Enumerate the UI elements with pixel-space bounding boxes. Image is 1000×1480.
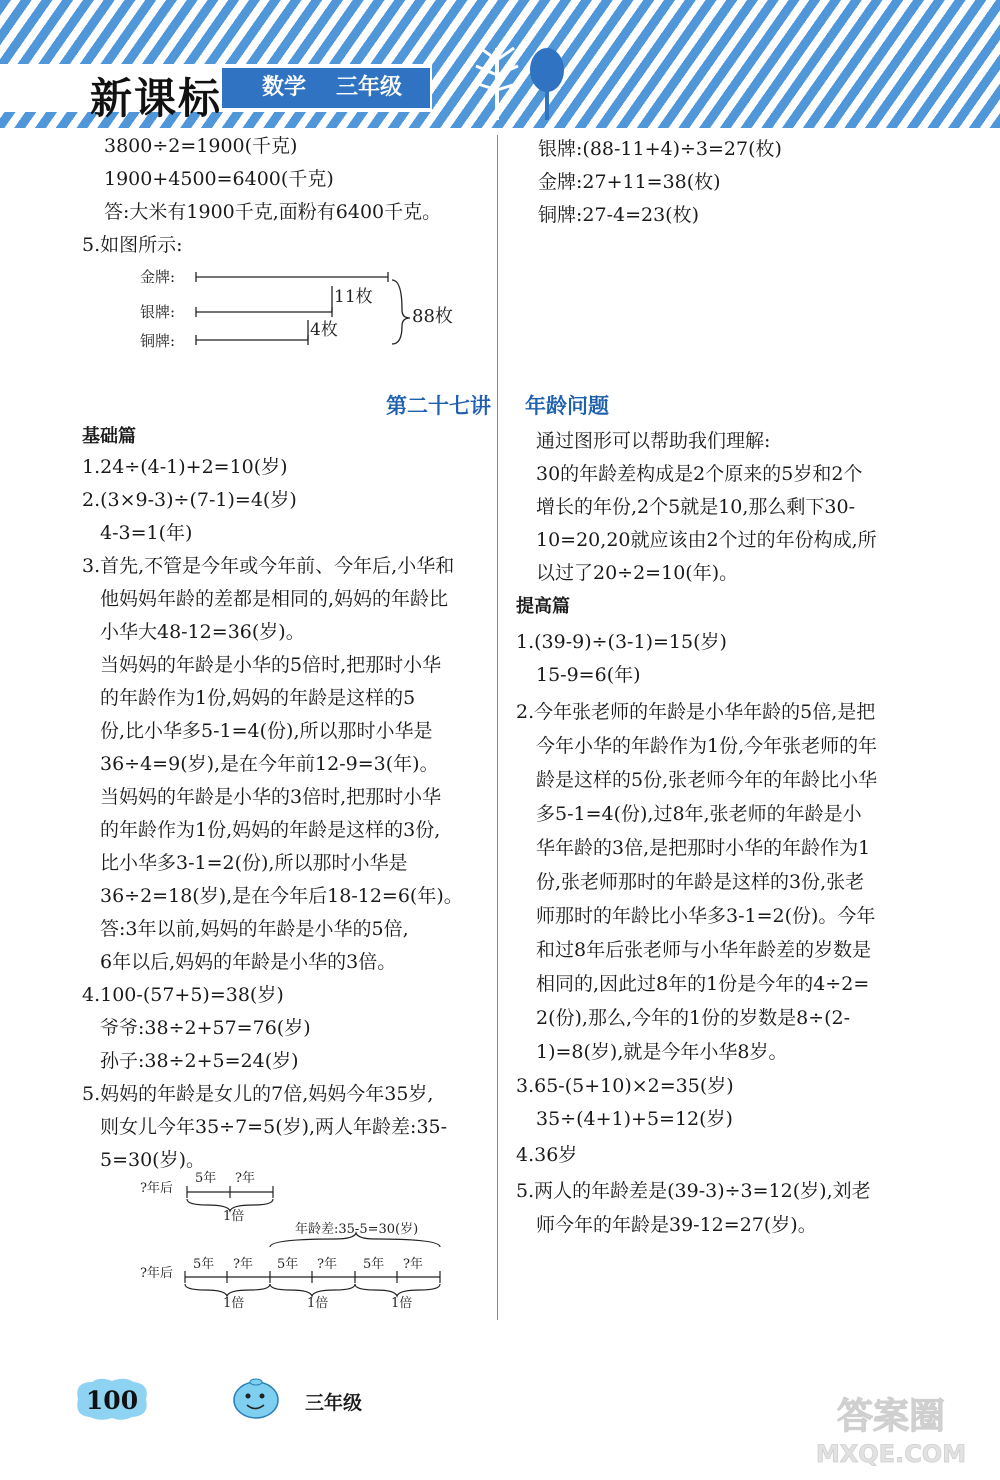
lecture-number: 第二十七讲 xyxy=(386,394,491,418)
text-line: 1900+4500=6400(千克) xyxy=(104,168,334,190)
text-line: 份,张老师那时的年龄是这样的3份,张老 xyxy=(536,871,865,893)
text-line: 15-9=6(年) xyxy=(536,664,641,686)
row-label-top: ?年后 xyxy=(140,1181,173,1196)
gold-label: 金牌: xyxy=(140,268,176,286)
text-line: 1.(39-9)÷(3-1)=15(岁) xyxy=(516,631,727,653)
text-line: 银牌:(88-11+4)÷3=27(枚) xyxy=(538,138,782,160)
text-line: 和过8年后张老师与小华年龄差的岁数是 xyxy=(536,939,872,961)
text-line: 以过了20÷2=10(年)。 xyxy=(536,562,739,584)
text-line: 小华大48-12=36(岁)。 xyxy=(100,621,305,643)
text-line: 10=20,20就应该由2个过的年份构成,所 xyxy=(536,529,877,551)
text-line: 3.首先,不管是今年或今年前、今年后,小华和 xyxy=(82,555,455,577)
section-heading-advanced: 提高篇 xyxy=(516,596,570,617)
text-line: 师那时的年龄比小华多3-1=2(份)。今年 xyxy=(536,905,876,927)
page-number: 100 xyxy=(85,1386,139,1415)
seg-unknown-label: ?年 xyxy=(317,1257,337,1272)
footer-grade: 三年级 xyxy=(305,1392,363,1414)
text-line: 4.100-(57+5)=38(岁) xyxy=(82,984,284,1006)
text-line: 答:3年以前,妈妈的年龄是小华的5倍, xyxy=(100,918,409,940)
text-line: 当妈妈的年龄是小华的5倍时,把那时小华 xyxy=(100,654,442,676)
total-label: 88枚 xyxy=(412,306,453,327)
text-line: 答:大米有1900千克,面粉有6400千克。 xyxy=(104,201,442,223)
text-line: 5.两人的年龄差是(39-3)÷3=12(岁),刘老 xyxy=(516,1180,871,1202)
text-line: 6年以后,妈妈的年龄是小华的3倍。 xyxy=(100,951,397,973)
bronze-label: 铜牌: xyxy=(140,332,176,350)
text-line: 5.如图所示: xyxy=(82,234,183,256)
seg-five-label: 5年 xyxy=(363,1257,385,1272)
watermark-logo xyxy=(796,1388,986,1468)
column-divider xyxy=(497,135,498,1320)
text-line: 36÷2=18(岁),是在今年后18-12=6(年)。 xyxy=(100,885,463,907)
text-line: 则女儿今年35÷7=5(岁),两人年龄差:35- xyxy=(100,1116,448,1138)
seg-five-label: 5年 xyxy=(193,1257,215,1272)
seg-unknown-label: ?年 xyxy=(403,1257,423,1272)
age-diagram xyxy=(135,1165,465,1315)
text-line: 30的年龄差构成是2个原来的5岁和2个 xyxy=(536,463,863,485)
times-label: 1倍 xyxy=(223,1209,245,1224)
medal-diagram xyxy=(140,262,480,357)
text-line: 1.24÷(4-1)+2=10(岁) xyxy=(82,456,288,478)
diff-eleven-label: 11枚 xyxy=(334,287,373,307)
text-line: 2.(3×9-3)÷(7-1)=4(岁) xyxy=(82,489,297,511)
text-line: 2.今年张老师的年龄是小华年龄的5倍,是把 xyxy=(516,701,876,723)
times-label: 1倍 xyxy=(391,1296,413,1311)
text-line: 2(份),那么,今年的1份的岁数是8÷(2- xyxy=(536,1007,851,1029)
text-line: 华年龄的3倍,是把那时小华的年龄作为1 xyxy=(536,837,871,859)
text-line: 今年小华的年龄作为1份,今年张老师的年 xyxy=(536,735,878,757)
grade-label: 三年级 xyxy=(336,75,403,100)
text-line: 4-3=1(年) xyxy=(100,522,193,544)
text-line: 3800÷2=1900(千克) xyxy=(104,135,298,157)
text-line: 份,比小华多5-1=4(份),所以那时小华是 xyxy=(100,720,433,742)
silver-label: 银牌: xyxy=(140,303,176,321)
times-label: 1倍 xyxy=(223,1296,245,1311)
text-line: 36÷4=9(岁),是在今年前12-9=3(年)。 xyxy=(100,753,439,775)
text-line: 1)=8(岁),就是今年小华8岁。 xyxy=(536,1041,788,1063)
section-heading-basic: 基础篇 xyxy=(82,426,136,447)
row-label-bottom: ?年后 xyxy=(140,1266,173,1281)
text-line: 通过图形可以帮助我们理解: xyxy=(536,430,771,452)
subject-label: 数学 xyxy=(262,75,307,100)
watermark-text: 答案圈 xyxy=(836,1396,946,1437)
text-line: 4.36岁 xyxy=(516,1144,578,1166)
text-line: 的年龄作为1份,妈妈的年龄是这样的5 xyxy=(100,687,416,709)
text-line: 增长的年份,2个5就是10,那么剩下30- xyxy=(536,496,856,518)
text-line: 金牌:27+11=38(枚) xyxy=(538,171,721,193)
watermark-url: MXQE.COM xyxy=(815,1440,967,1468)
page-number-badge xyxy=(72,1374,152,1424)
seg-unknown-label: ?年 xyxy=(233,1257,253,1272)
text-line: 5.妈妈的年龄是女儿的7倍,妈妈今年35岁, xyxy=(82,1083,434,1105)
text-line: 3.65-(5+10)×2=35(岁) xyxy=(516,1075,734,1097)
text-line: 35÷(4+1)+5=12(岁) xyxy=(536,1108,733,1130)
text-line: 龄是这样的5份,张老师今年的年龄比小华 xyxy=(536,769,878,791)
subject-grade-box xyxy=(222,68,430,108)
brand-title: 新课标 xyxy=(90,74,223,123)
text-line: 孙子:38÷2+5=24(岁) xyxy=(100,1050,299,1072)
text-line: 相同的,因此过8年的1份是今年的4÷2= xyxy=(536,973,870,995)
seg-five-label: 5年 xyxy=(277,1257,299,1272)
text-line: 爷爷:38÷2+57=76(岁) xyxy=(100,1017,311,1039)
text-line: 5=30(岁)。 xyxy=(100,1149,206,1171)
times-label: 1倍 xyxy=(307,1296,329,1311)
mascot-icon xyxy=(228,1376,286,1422)
text-line: 的年龄作为1份,妈妈的年龄是这样的3份, xyxy=(100,819,441,841)
seg-five-label: 5年 xyxy=(195,1171,217,1186)
diff-four-label: 4枚 xyxy=(310,320,338,340)
text-line: 他妈妈年龄的差都是相同的,妈妈的年龄比 xyxy=(100,588,449,610)
seg-unknown-label: ?年 xyxy=(235,1171,255,1186)
text-line: 多5-1=4(份),过8年,张老师的年龄是小 xyxy=(536,803,862,825)
diff-label: 年龄差:35-5=30(岁) xyxy=(295,1222,419,1237)
text-line: 师今年的年龄是39-12=27(岁)。 xyxy=(536,1214,817,1236)
text-line: 铜牌:27-4=23(枚) xyxy=(538,204,700,226)
text-line: 比小华多3-1=2(份),所以那时小华是 xyxy=(100,852,408,874)
text-line: 当妈妈的年龄是小华的3倍时,把那时小华 xyxy=(100,786,442,808)
tree-decoration-icon xyxy=(462,30,582,125)
lecture-title xyxy=(386,390,643,420)
lecture-topic: 年龄问题 xyxy=(525,394,609,418)
